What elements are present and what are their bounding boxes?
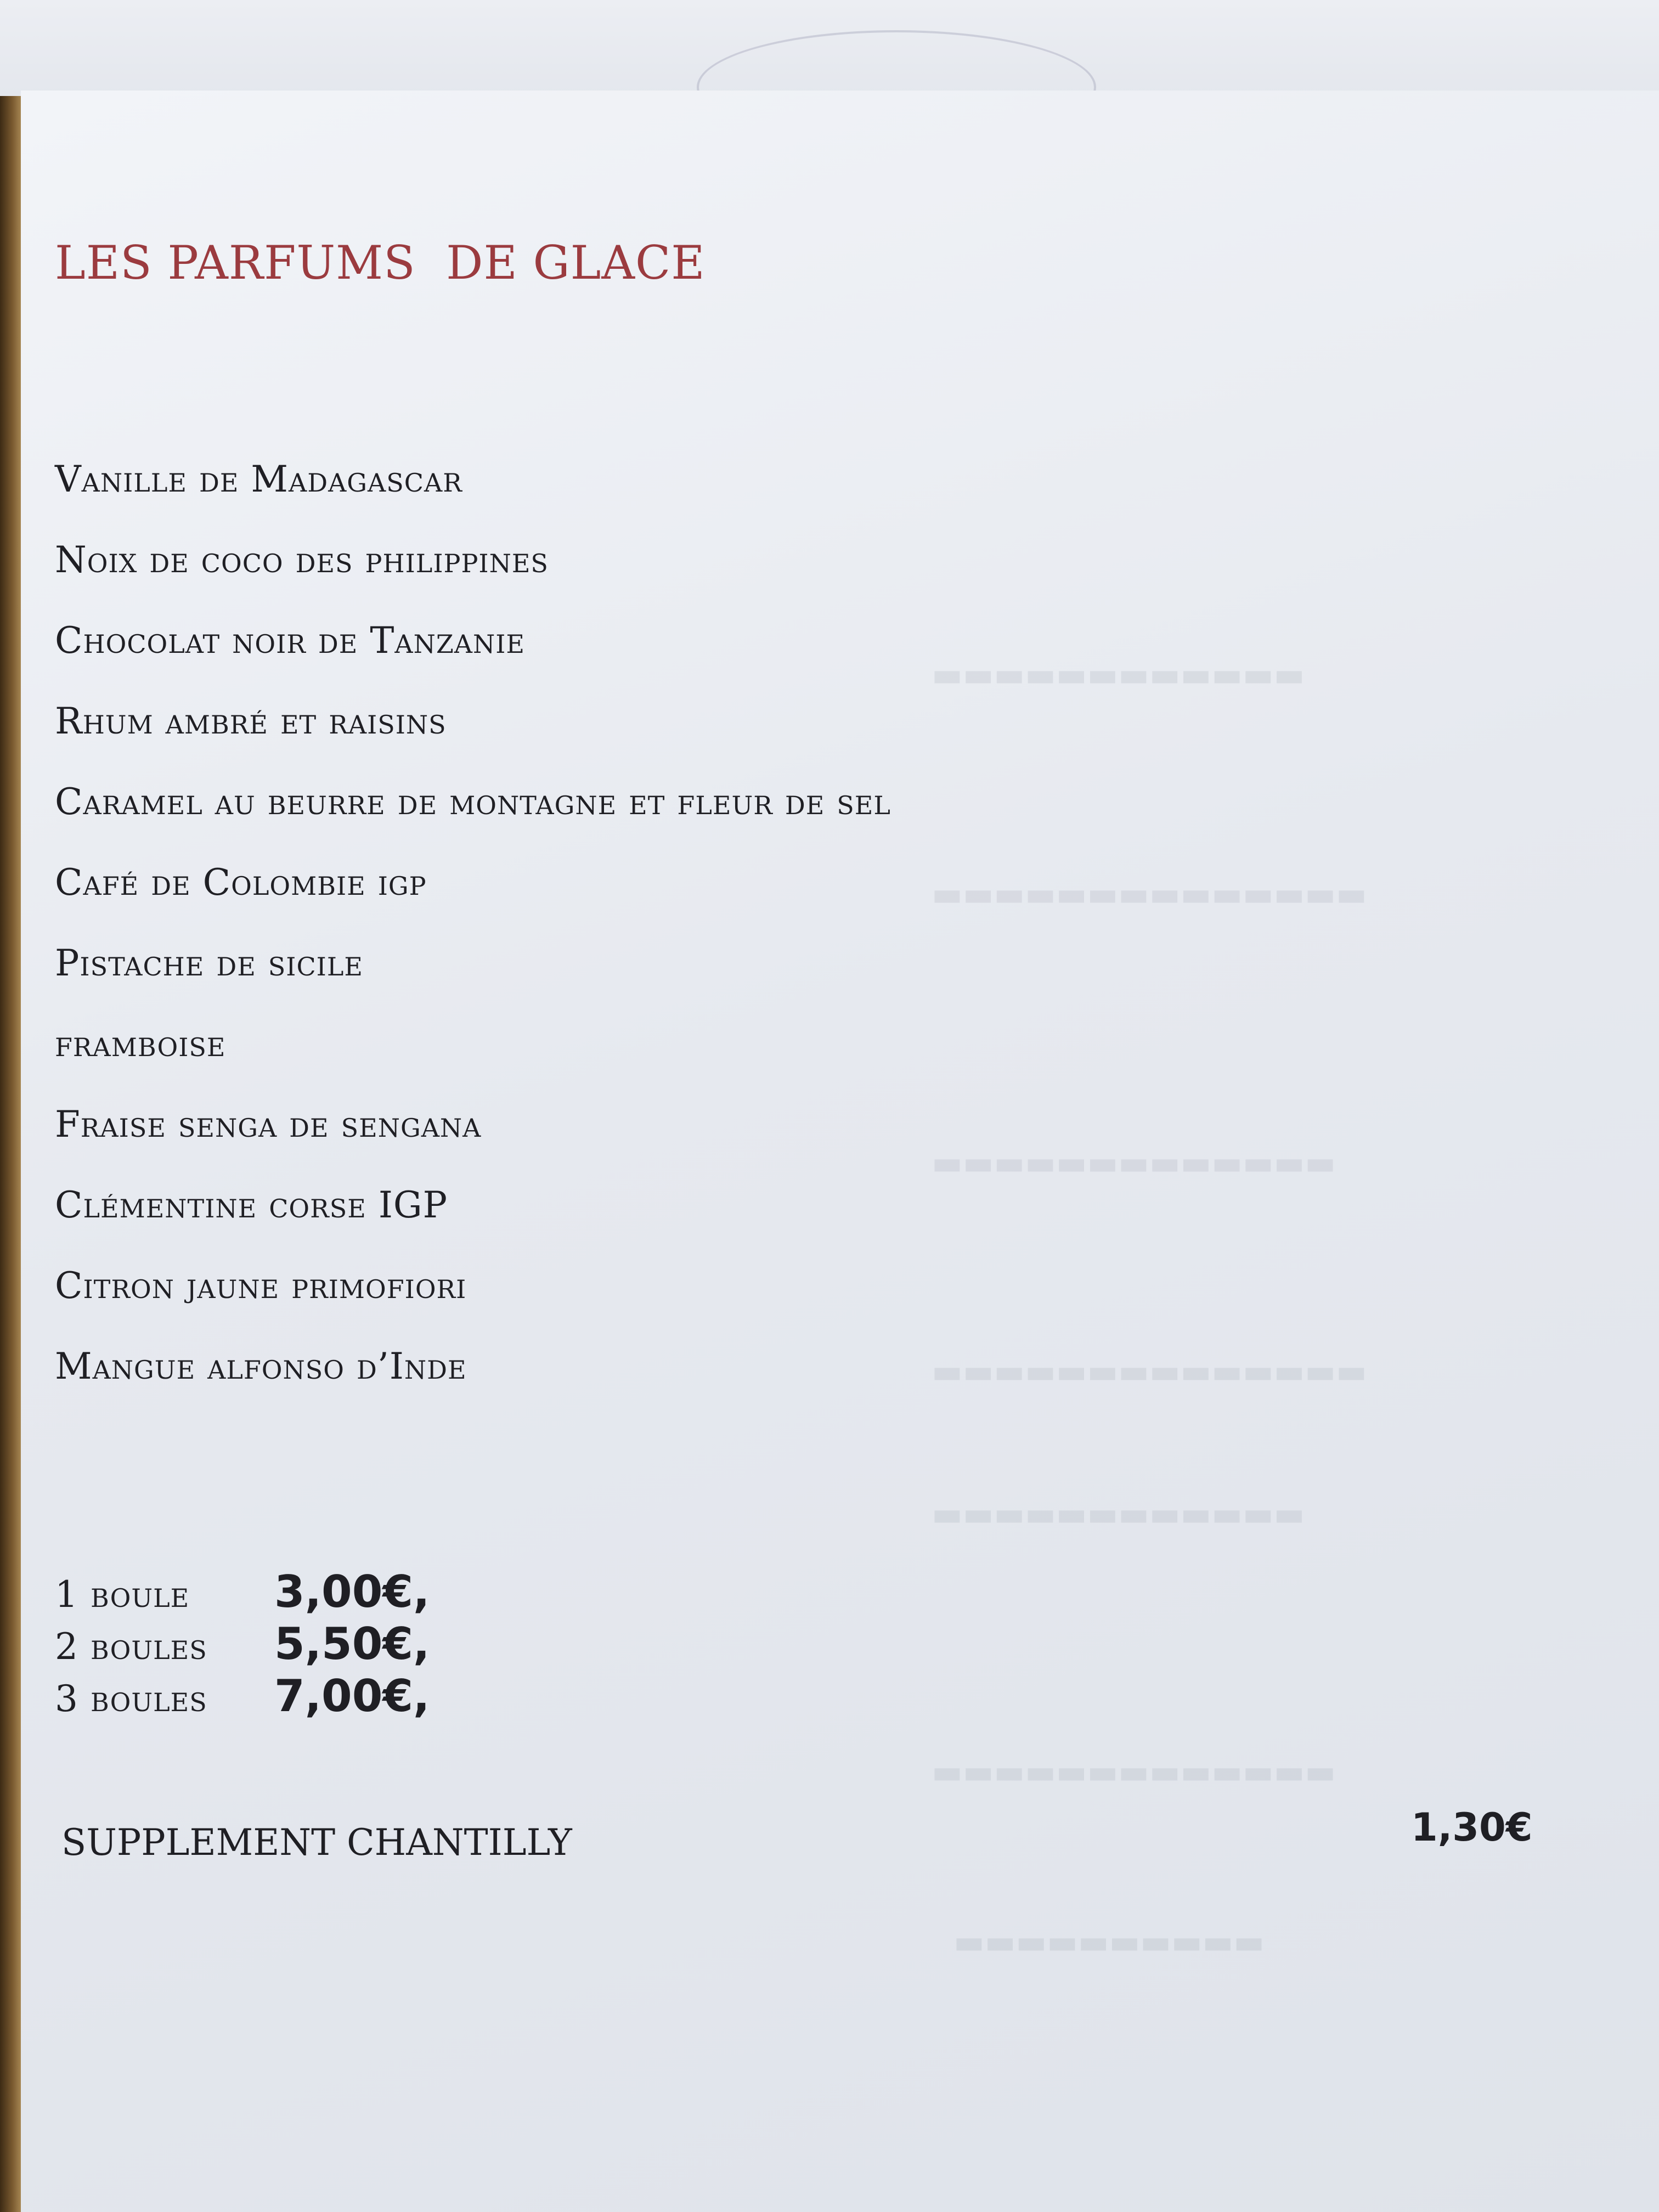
flavor-item: Mangue alfonso d’Inde: [55, 1345, 467, 1387]
bleed-through-text: ▬▬▬▬▬▬▬▬▬▬▬▬▬▬: [932, 875, 1367, 913]
supplement-price: 1,30€: [1411, 1805, 1533, 1850]
flavor-item: Café de Colombie igp: [55, 861, 427, 904]
table-edge: [0, 96, 21, 2212]
flavor-item: Noix de coco des philippines: [55, 539, 549, 581]
flavor-item: Fraise senga de sengana: [55, 1103, 482, 1146]
flavor-item: Pistache de sicile: [55, 942, 363, 984]
price-row: [55, 1618, 430, 1669]
bleed-through-text: ▬▬▬▬▬▬▬▬▬▬▬▬▬: [932, 1144, 1336, 1182]
bleed-through-text: ▬▬▬▬▬▬▬▬▬▬▬▬: [932, 1495, 1305, 1533]
flavor-item: Caramel au beurre de montagne et fleur de sel: [55, 781, 891, 823]
flavor-item: Chocolat noir de Tanzanie: [55, 619, 526, 662]
supplement-label: SUPPLEMENT CHANTILLY: [61, 1821, 572, 1864]
bleed-through-text: ▬▬▬▬▬▬▬▬▬▬▬▬▬: [932, 1753, 1336, 1791]
price-row: [55, 1671, 430, 1722]
menu-title: LES PARFUMS DE GLACE: [55, 236, 706, 290]
flavor-item: Clémentine corse IGP: [55, 1184, 448, 1226]
flavor-item: Vanille de Madagascar: [55, 458, 462, 500]
bleed-through-text: ▬▬▬▬▬▬▬▬▬▬: [953, 1923, 1265, 1961]
top-sheet: [0, 0, 1659, 98]
menu-page: [21, 91, 1659, 2212]
flavor-item: Rhum ambré et raisins: [55, 700, 447, 742]
price-quantity: 3 boules: [55, 1678, 207, 1720]
price-row: [55, 1566, 430, 1617]
bleed-through-text: ▬▬▬▬▬▬▬▬▬▬▬▬▬▬: [932, 1352, 1367, 1391]
price-amount: 3,00€,: [274, 1566, 430, 1617]
flavor-item: framboise: [55, 1023, 226, 1065]
price-quantity: 2 boules: [55, 1626, 207, 1668]
price-quantity: 1 boule: [55, 1573, 190, 1616]
price-amount: 5,50€,: [274, 1618, 430, 1669]
price-amount: 7,00€,: [274, 1671, 430, 1722]
bleed-through-text: ▬▬▬▬▬▬▬▬▬▬▬▬: [932, 656, 1305, 694]
flavor-item: Citron jaune primofiori: [55, 1265, 467, 1307]
